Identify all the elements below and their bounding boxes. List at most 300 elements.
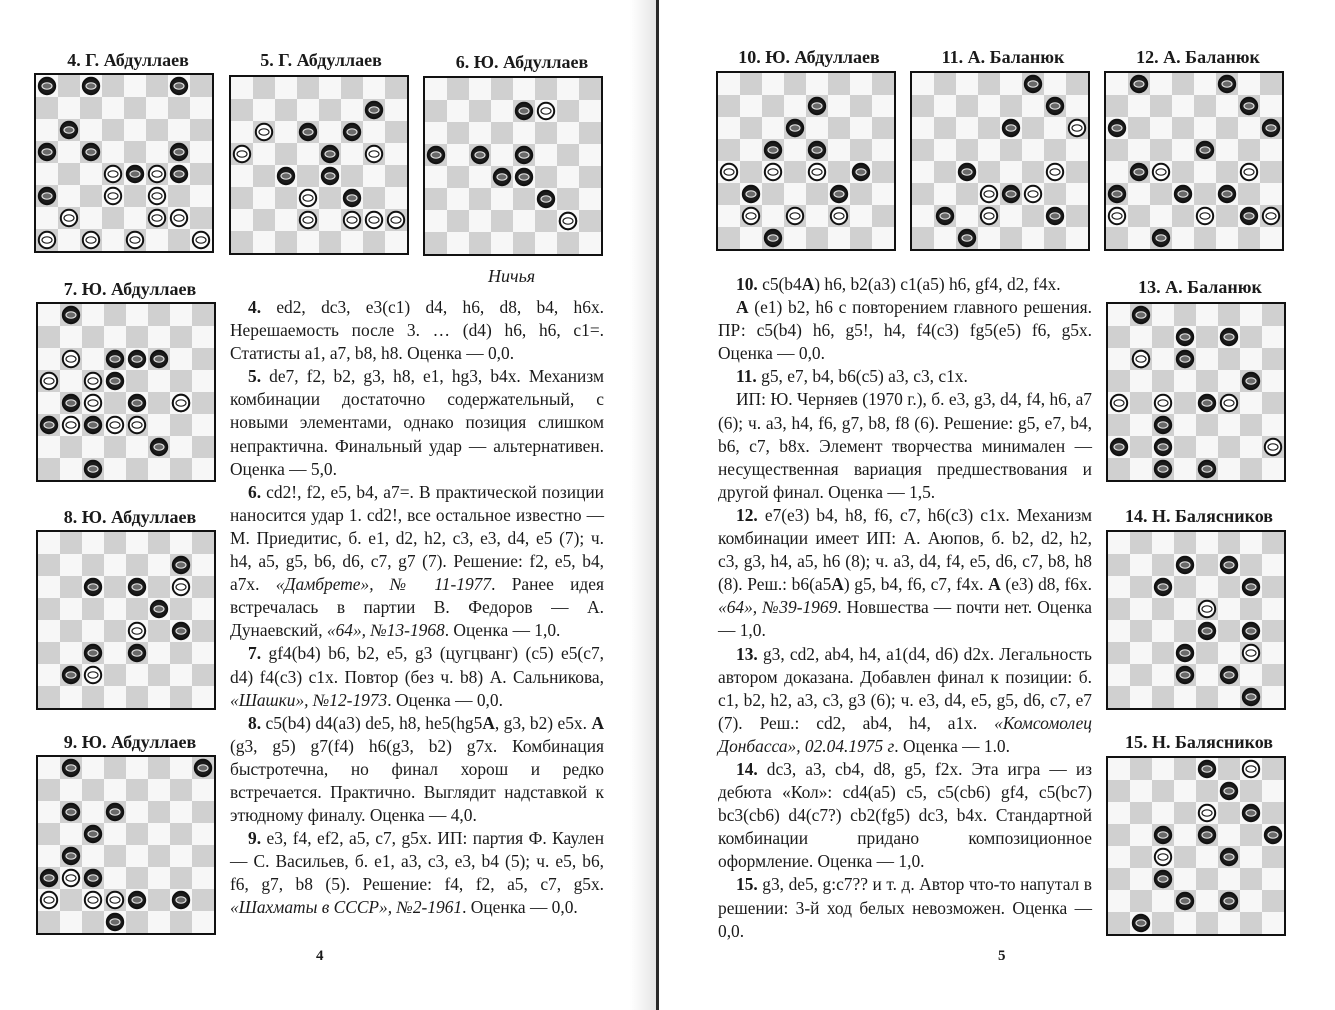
light-square [1196, 436, 1218, 458]
light-square [447, 232, 469, 254]
dark-square [1174, 758, 1196, 780]
diagram-title: 15. Н. Балясников [1124, 732, 1274, 752]
light-square [253, 187, 275, 209]
light-square [38, 392, 60, 414]
light-square [1240, 304, 1262, 326]
black-piece [1221, 849, 1237, 865]
dark-square [275, 99, 297, 121]
dark-square [341, 77, 363, 99]
light-square [872, 95, 894, 117]
dark-square [253, 165, 275, 187]
light-square [1218, 868, 1240, 890]
board-grid [38, 757, 214, 933]
light-square [784, 183, 806, 205]
dark-square [762, 183, 784, 205]
dark-square [1130, 890, 1152, 912]
light-square [104, 554, 126, 576]
dark-square [82, 686, 104, 708]
dark-square [192, 845, 214, 867]
dark-square [363, 231, 385, 253]
light-square [363, 165, 385, 187]
light-square [1260, 95, 1282, 117]
board-grid [38, 532, 214, 708]
light-square [491, 232, 513, 254]
light-square [58, 229, 80, 251]
light-square [1150, 205, 1172, 227]
dark-square [82, 598, 104, 620]
white-piece [173, 579, 189, 595]
note-text: Ничья [488, 266, 536, 286]
checkers-board [1106, 756, 1286, 936]
light-square [82, 801, 104, 823]
light-square [192, 823, 214, 845]
board-grid [38, 304, 214, 480]
light-square [36, 207, 58, 229]
light-square [190, 141, 212, 163]
diagram-title: 10. Ю. Абдуллаев [738, 47, 880, 67]
black-piece [127, 166, 143, 182]
black-piece [1243, 373, 1259, 389]
light-square [1216, 227, 1238, 249]
dark-square [319, 99, 341, 121]
black-piece [344, 190, 360, 206]
dark-square [148, 532, 170, 554]
dark-square [190, 119, 212, 141]
light-square [956, 205, 978, 227]
black-piece [173, 892, 189, 908]
dark-square [38, 779, 60, 801]
dark-square [1130, 846, 1152, 868]
light-square [1240, 348, 1262, 370]
black-piece [322, 146, 338, 162]
light-square [535, 144, 557, 166]
light-square [38, 757, 60, 779]
light-square [762, 205, 784, 227]
black-piece [516, 169, 532, 185]
dark-square [297, 77, 319, 99]
dark-square [192, 889, 214, 911]
light-square [934, 227, 956, 249]
light-square [148, 414, 170, 436]
checkers-board [34, 73, 214, 253]
dark-square [579, 210, 601, 232]
black-piece [107, 804, 123, 820]
black-piece [1199, 623, 1215, 639]
light-square [447, 100, 469, 122]
black-piece [1265, 827, 1281, 843]
dark-square [148, 392, 170, 414]
light-square [148, 686, 170, 708]
dark-square [1262, 620, 1284, 642]
dark-square [124, 97, 146, 119]
dark-square [1218, 802, 1240, 824]
dark-square [934, 117, 956, 139]
dark-square [718, 95, 740, 117]
black-piece [129, 579, 145, 595]
dark-square [190, 163, 212, 185]
black-piece [1243, 579, 1259, 595]
light-square [978, 139, 1000, 161]
dark-square [1152, 326, 1174, 348]
commentary-paragraph: 9. e3, f4, ef2, a5, c7, g5x. ИП: партия Ф. Каулен — С. Васильев, б. e1, a3, c3, e3, b4 (5); ч. e5, b6, f6, g7, b8 (5). Решение: f4, f2, a5, c7, g5x. «Шахматы в СССР», №2-1961. Оценка — 0,0. [230, 828, 604, 918]
light-square [58, 141, 80, 163]
dark-square [231, 187, 253, 209]
dark-square [82, 554, 104, 576]
light-square [1152, 758, 1174, 780]
light-square [850, 117, 872, 139]
white-piece [39, 232, 55, 248]
gutter-line [656, 0, 659, 1010]
black-piece [1111, 439, 1127, 455]
dark-square [104, 757, 126, 779]
light-square [60, 326, 82, 348]
light-square [447, 188, 469, 210]
commentary-right [718, 273, 1092, 943]
dark-square [104, 304, 126, 326]
light-square [718, 205, 740, 227]
light-square [190, 185, 212, 207]
dark-square [38, 686, 60, 708]
white-piece [83, 232, 99, 248]
dark-square [58, 75, 80, 97]
dark-square [1196, 912, 1218, 934]
black-piece [107, 351, 123, 367]
dark-square [253, 209, 275, 231]
light-square [469, 78, 491, 100]
light-square [1128, 183, 1150, 205]
black-piece [39, 144, 55, 160]
dark-square [978, 161, 1000, 183]
light-square [170, 801, 192, 823]
light-square [557, 122, 579, 144]
board-grid [425, 78, 601, 254]
dark-square [192, 392, 214, 414]
dark-square [1044, 183, 1066, 205]
light-square [1260, 139, 1282, 161]
dark-square [1150, 183, 1172, 205]
black-piece [129, 351, 145, 367]
dark-square [740, 73, 762, 95]
light-square [1196, 846, 1218, 868]
black-piece [1219, 186, 1235, 202]
black-piece [787, 120, 803, 136]
dark-square [1000, 95, 1022, 117]
dark-square [535, 122, 557, 144]
dark-square [1196, 686, 1218, 708]
checkers-board [1106, 530, 1286, 710]
dark-square [762, 95, 784, 117]
light-square [1194, 73, 1216, 95]
light-square [38, 845, 60, 867]
light-square [1240, 436, 1262, 458]
black-piece [63, 307, 79, 323]
light-square [1108, 620, 1130, 642]
diagram-title: 11. А. Баланюк [941, 47, 1065, 67]
dark-square [168, 97, 190, 119]
light-square [850, 73, 872, 95]
white-piece [765, 164, 781, 180]
black-piece [129, 892, 145, 908]
white-piece [85, 373, 101, 389]
light-square [1108, 846, 1130, 868]
light-square [170, 348, 192, 370]
light-square [1216, 139, 1238, 161]
dark-square [1194, 95, 1216, 117]
dark-square [1152, 370, 1174, 392]
light-square [1218, 598, 1240, 620]
light-square [58, 97, 80, 119]
white-piece [149, 210, 165, 226]
black-piece [1155, 439, 1171, 455]
white-piece [300, 212, 316, 228]
dark-square [1152, 780, 1174, 802]
light-square [82, 620, 104, 642]
dark-square [1108, 642, 1130, 664]
light-square [102, 141, 124, 163]
dark-square [1108, 326, 1130, 348]
dark-square [850, 227, 872, 249]
light-square [148, 458, 170, 480]
light-square [126, 845, 148, 867]
checkers-board [1106, 302, 1286, 482]
light-square [557, 78, 579, 100]
dark-square [872, 205, 894, 227]
dark-square [1174, 846, 1196, 868]
light-square [38, 436, 60, 458]
white-piece [1265, 439, 1281, 455]
white-piece [85, 892, 101, 908]
light-square [126, 757, 148, 779]
checkers-board [910, 71, 1090, 251]
commentary-paragraph: ИП: Ю. Черняев (1970 г.), б. e3, g3, d4, f4, h6, a7 (6); ч. a3, h4, f6, g7, b8, f8 (6). Решение: g5, e7, b4, b6, c7, b8x. Элемент творчества минимален — несущественная вариация предшествования и другой финал. Оценка — 1,5. [718, 389, 1092, 502]
light-square [1066, 227, 1088, 249]
white-piece [127, 232, 143, 248]
dark-square [447, 78, 469, 100]
light-square [192, 598, 214, 620]
light-square [124, 119, 146, 141]
dark-square [319, 187, 341, 209]
light-square [1106, 161, 1128, 183]
black-piece [41, 870, 57, 886]
black-piece [743, 186, 759, 202]
light-square [102, 97, 124, 119]
light-square [1152, 664, 1174, 686]
light-square [126, 532, 148, 554]
black-piece [1197, 142, 1213, 158]
light-square [170, 304, 192, 326]
light-square [1218, 642, 1240, 664]
dark-square [1152, 912, 1174, 934]
black-piece [1109, 120, 1125, 136]
diagram-title: 7. Ю. Абдуллаев [63, 279, 197, 299]
black-piece [765, 230, 781, 246]
black-piece [1199, 395, 1215, 411]
dark-square [579, 166, 601, 188]
black-piece [300, 124, 316, 140]
light-square [1130, 868, 1152, 890]
white-piece [1025, 186, 1041, 202]
dark-square [1240, 458, 1262, 480]
dark-square [1022, 117, 1044, 139]
light-square [168, 119, 190, 141]
black-piece [853, 164, 869, 180]
light-square [80, 163, 102, 185]
light-square [253, 99, 275, 121]
commentary-paragraph: 10. c5(b4A) h6, b2(a3) c1(a5) h6, gf4, d2, f4x. [736, 274, 1061, 294]
light-square [253, 143, 275, 165]
dark-square [126, 598, 148, 620]
white-piece [1263, 208, 1279, 224]
dark-square [1130, 532, 1152, 554]
dark-square [491, 78, 513, 100]
dark-square [1174, 392, 1196, 414]
dark-square [1262, 532, 1284, 554]
light-square [80, 207, 102, 229]
light-square [872, 139, 894, 161]
white-piece [1197, 208, 1213, 224]
board-grid [912, 73, 1088, 249]
light-square [104, 642, 126, 664]
black-piece [1131, 164, 1147, 180]
dark-square [1108, 458, 1130, 480]
light-square [934, 183, 956, 205]
light-square [1130, 824, 1152, 846]
gutter-shadow [630, 0, 656, 1010]
black-piece [85, 826, 101, 842]
light-square [1108, 802, 1130, 824]
dark-square [148, 845, 170, 867]
checkers-board [1104, 71, 1284, 251]
white-piece [129, 417, 145, 433]
light-square [192, 642, 214, 664]
dark-square [104, 392, 126, 414]
dark-square [126, 686, 148, 708]
light-square [36, 163, 58, 185]
light-square [469, 122, 491, 144]
black-piece [344, 124, 360, 140]
diagram-title: 6. Ю. Абдуллаев [455, 52, 589, 72]
light-square [38, 576, 60, 598]
board-grid [1108, 532, 1284, 708]
light-square [319, 77, 341, 99]
black-piece [63, 667, 79, 683]
black-piece [1047, 98, 1063, 114]
white-piece [107, 892, 123, 908]
light-square [1238, 117, 1260, 139]
light-square [104, 779, 126, 801]
light-square [1196, 304, 1218, 326]
black-piece [809, 98, 825, 114]
dark-square [190, 75, 212, 97]
light-square [762, 73, 784, 95]
white-piece [171, 210, 187, 226]
dark-square [126, 370, 148, 392]
dark-square [38, 554, 60, 576]
light-square [1174, 458, 1196, 480]
dark-square [231, 99, 253, 121]
white-piece [105, 166, 121, 182]
white-piece [743, 208, 759, 224]
page-number: 4 [316, 948, 324, 964]
dark-square [60, 436, 82, 458]
dark-square [1108, 686, 1130, 708]
dark-square [126, 326, 148, 348]
dark-square [148, 801, 170, 823]
dark-square [1152, 686, 1174, 708]
black-piece [1047, 208, 1063, 224]
light-square [912, 161, 934, 183]
dark-square [170, 326, 192, 348]
dark-square [80, 97, 102, 119]
black-piece [1133, 307, 1149, 323]
checkers-board [229, 75, 409, 255]
dark-square [1172, 117, 1194, 139]
black-piece [765, 142, 781, 158]
dark-square [275, 231, 297, 253]
white-piece [63, 870, 79, 886]
dark-square [1172, 205, 1194, 227]
dark-square [956, 139, 978, 161]
black-piece [1219, 76, 1235, 92]
light-square [491, 188, 513, 210]
black-piece [1177, 645, 1193, 661]
light-square [38, 348, 60, 370]
dark-square [1196, 326, 1218, 348]
light-square [1000, 205, 1022, 227]
board-grid [718, 73, 894, 249]
light-square [192, 779, 214, 801]
dark-square [104, 664, 126, 686]
light-square [718, 117, 740, 139]
dark-square [1172, 161, 1194, 183]
light-square [806, 205, 828, 227]
dark-square [363, 187, 385, 209]
light-square [231, 209, 253, 231]
dark-square [168, 185, 190, 207]
light-square [1108, 664, 1130, 686]
dark-square [104, 436, 126, 458]
light-square [1194, 161, 1216, 183]
white-piece [1069, 120, 1085, 136]
dark-square [513, 188, 535, 210]
light-square [934, 95, 956, 117]
black-piece [1003, 186, 1019, 202]
commentary-paragraph: 5. de7, f2, b2, g3, h8, e1, hg3, b4x. Механизм комбинации достаточно содержательный, с новыми элементами, однако позиция слишком непрактична. Финальный удар — альтернативен. Оценка — 5,0. [230, 366, 604, 479]
dark-square [192, 664, 214, 686]
black-piece [1155, 579, 1171, 595]
dark-square [1262, 392, 1284, 414]
black-piece [1155, 461, 1171, 477]
dark-square [170, 598, 192, 620]
dark-square [38, 458, 60, 480]
light-square [82, 304, 104, 326]
light-square [912, 73, 934, 95]
light-square [513, 210, 535, 232]
black-piece [1263, 120, 1279, 136]
light-square [1130, 414, 1152, 436]
dark-square [447, 122, 469, 144]
light-square [104, 867, 126, 889]
dark-square [1108, 824, 1130, 846]
dark-square [170, 370, 192, 392]
black-piece [1133, 915, 1149, 931]
dark-square [192, 304, 214, 326]
light-square [1196, 890, 1218, 912]
dark-square [1108, 414, 1130, 436]
white-piece [1243, 645, 1259, 661]
dark-square [1150, 139, 1172, 161]
dark-square [579, 78, 601, 100]
